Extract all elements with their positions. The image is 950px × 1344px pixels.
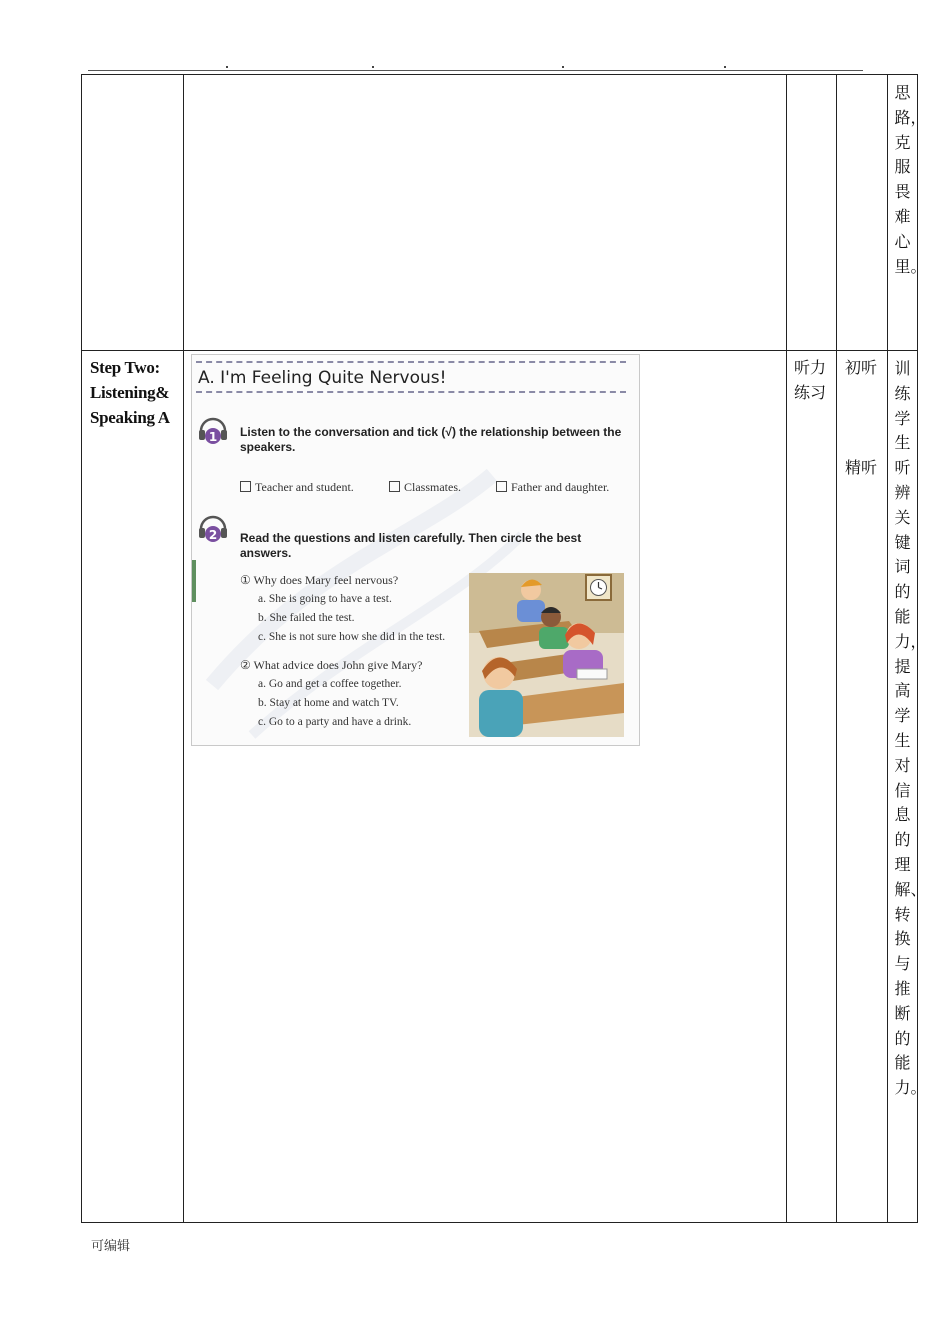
activity-line: 练习 xyxy=(794,383,827,402)
checkbox-icon[interactable] xyxy=(389,481,400,492)
option-label: Classmates. xyxy=(404,480,461,494)
option-checkbox[interactable] xyxy=(240,480,354,495)
classroom-illustration xyxy=(469,573,624,737)
badge-number: 1 xyxy=(208,430,218,444)
activity-line: 听力 xyxy=(794,358,827,377)
option-label: Father and daughter. xyxy=(511,480,610,494)
answer-option[interactable]: c. Go to a party and have a drink. xyxy=(258,716,412,728)
mode-first-listen: 初听 xyxy=(845,358,878,377)
instruction-1 xyxy=(240,425,630,455)
step-title xyxy=(82,351,183,430)
answer-option[interactable]: b. Stay at home and watch TV. xyxy=(258,697,399,709)
mode-intensive-listen: 精听 xyxy=(845,458,878,477)
answer-option[interactable]: b. She failed the test. xyxy=(258,612,355,624)
notes-cell xyxy=(888,75,927,351)
answer-option[interactable]: c. She is not sure how she did in the test. xyxy=(258,631,446,643)
header-rule-dot xyxy=(562,66,564,68)
content-cell xyxy=(184,351,787,1223)
content-cell xyxy=(184,75,787,351)
checkbox-icon[interactable] xyxy=(496,481,507,492)
option-checkbox[interactable] xyxy=(389,480,461,495)
step-title-line: Listening& xyxy=(90,383,170,402)
option-checkbox[interactable] xyxy=(496,480,609,495)
checkbox-icon[interactable] xyxy=(240,481,251,492)
question-2: ② What advice does John give Mary? xyxy=(240,658,423,672)
page-tab-marker xyxy=(192,560,196,602)
worksheet-image xyxy=(191,354,640,746)
step-cell xyxy=(82,351,184,1223)
notes-text: 思路，克服畏难心里。 xyxy=(894,83,927,276)
instruction-line: Listen to the conversation and tick (√) the relationship between the xyxy=(240,425,622,439)
question-1: ① Why does Mary feel nervous? xyxy=(240,573,399,587)
header-rule xyxy=(88,70,863,71)
mode-cell xyxy=(837,351,888,1223)
activity-label xyxy=(787,351,836,405)
badge-number: 2 xyxy=(208,528,218,542)
answer-option[interactable]: a. She is going to have a test. xyxy=(258,593,392,605)
instruction-line: speakers. xyxy=(240,440,296,454)
table-row xyxy=(82,75,918,351)
title-divider-bottom xyxy=(196,391,626,393)
notes-cell xyxy=(888,351,927,1223)
mode-cell xyxy=(837,75,888,351)
header-rule-dot xyxy=(724,66,726,68)
header-rule-dot xyxy=(226,66,228,68)
footer-label: 可编辑 xyxy=(91,1239,131,1254)
notes-text: 训练学生听辨关键词的能力，提高学生对信息的理解、转换与推断的能力。 xyxy=(894,359,927,1098)
activity-cell xyxy=(787,75,837,351)
step-title-line: Step Two: xyxy=(90,358,160,377)
step-title-line: Speaking A xyxy=(90,408,170,427)
lesson-plan-table xyxy=(81,74,927,1223)
headphones-icon xyxy=(197,413,229,445)
step-cell xyxy=(82,75,184,351)
instruction-2: Read the questions and listen carefully. Then circle the best answers. xyxy=(240,531,582,560)
headphones-icon xyxy=(197,511,229,543)
worksheet-title: A. I'm Feeling Quite Nervous! xyxy=(198,368,447,388)
table-row xyxy=(82,351,918,1223)
answer-option[interactable]: a. Go and get a coffee together. xyxy=(258,678,402,690)
title-divider-top xyxy=(196,361,626,363)
header-rule-dot xyxy=(372,66,374,68)
option-label: Teacher and student. xyxy=(255,480,354,494)
activity-cell xyxy=(787,351,837,1223)
